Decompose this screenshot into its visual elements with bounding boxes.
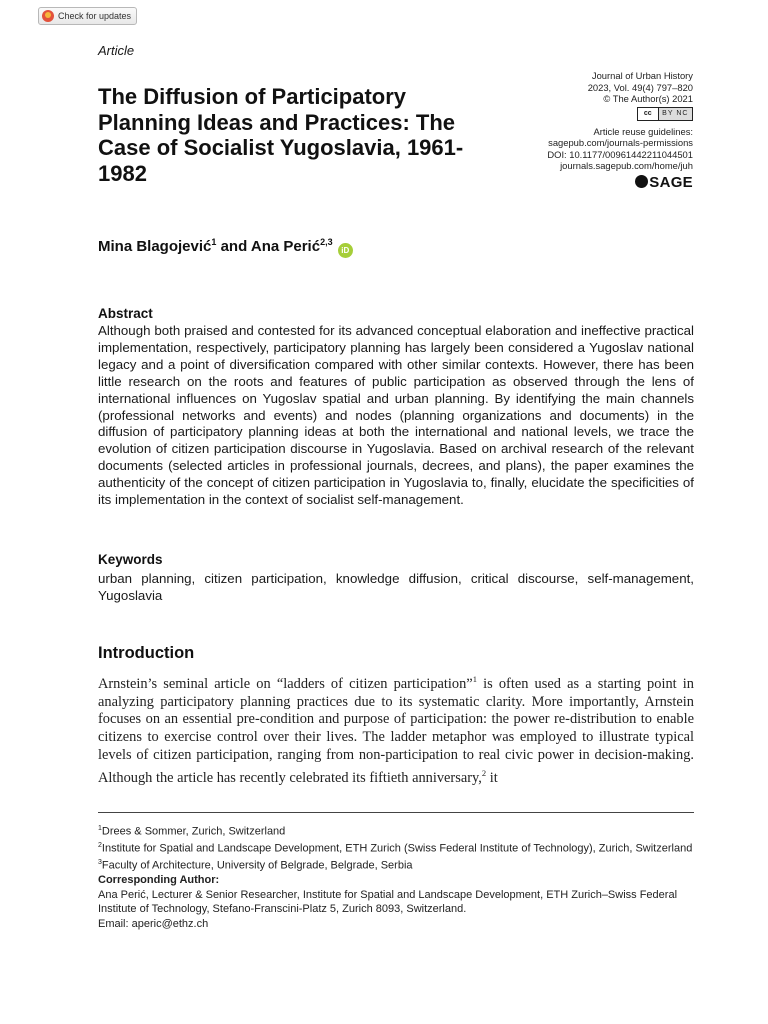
keywords-heading: Keywords xyxy=(98,552,163,567)
article-title: The Diffusion of Participatory Planning Ideas and Practices: The Case of Socialist Yugoslavia, 1961-1982 xyxy=(98,84,464,186)
doi-link[interactable]: DOI: 10.1177/00961442211044501 xyxy=(547,148,693,160)
reuse-guidelines-label: Article reuse guidelines: xyxy=(593,125,693,137)
check-for-updates-button[interactable] xyxy=(38,7,137,25)
corresponding-author-heading: Corresponding Author: xyxy=(98,874,220,886)
footnote-ref[interactable]: 2 xyxy=(481,767,487,778)
keywords-text: urban planning, citizen participation, knowledge diffusion, critical discourse, self-management, Yugoslavia xyxy=(98,571,694,603)
sage-mark-icon xyxy=(635,175,648,188)
introduction-text: Arnstein’s seminal article on “ladders of citizen participation”$^1$ is often used as a starting point in analyzing participatory planning practices due to its systematic clarity. More importantly, Arnstein focuses on an essential pre-condition and purpose of participation: the power re-distribution to enable citizens to exercise control over their lives. The ladder metaphor was employed to illustrate typical levels of citizen participation, ranging from non-participation to real civic power in decision-making. Although the article has recently celebrated its fiftieth anniversary,$^2$ it xyxy=(98,674,694,786)
author-list xyxy=(98,237,353,258)
journal-home-link[interactable]: journals.sagepub.com/home/juh xyxy=(560,160,693,171)
abstract-heading: Abstract xyxy=(98,306,153,321)
corresponding-author xyxy=(98,873,698,931)
author-name: Ana Perić xyxy=(250,238,321,255)
affiliation-item: $^1$Drees & Sommer, Zurich, Switzerland xyxy=(98,825,286,838)
crossmark-icon xyxy=(42,10,54,22)
affiliation-item: $^3$Faculty of Architecture, University of Belgrade, Belgrade, Serbia xyxy=(98,859,413,872)
author-connector: and xyxy=(220,238,248,255)
orcid-icon[interactable]: iD xyxy=(338,243,353,258)
author-name: Mina Blagojević xyxy=(98,238,212,255)
affiliation-list xyxy=(98,822,698,873)
journal-metadata xyxy=(473,70,693,191)
article-type-label: Article xyxy=(98,43,135,58)
creative-commons-by-nc-icon[interactable]: cc BY NC xyxy=(637,107,693,121)
corresponding-author-line: Institute of Technology, Stefano-Franscini-Platz 5, Zurich 8093, Switzerland. xyxy=(98,903,467,915)
corresponding-author-line: Ana Perić, Lecturer & Senior Researcher, Institute for Spatial and Landscape Development, ETH Zurich–Swiss Federal xyxy=(98,888,678,901)
copyright-line: © The Author(s) 2021 xyxy=(603,93,693,104)
journal-name: Journal of Urban History xyxy=(591,70,693,81)
footnote-divider xyxy=(98,812,694,813)
affiliation-item: $^2$Institute for Spatial and Landscape Development, ETH Zurich (Swiss Federal Institute of Technology), Zurich, Switzerland xyxy=(98,842,693,855)
footnote-ref[interactable]: 1 xyxy=(472,674,477,684)
introduction-heading: Introduction xyxy=(98,644,195,662)
sage-logo: SAGE xyxy=(473,175,693,189)
reuse-guidelines-link[interactable]: sagepub.com/journals-permissions xyxy=(548,137,693,148)
author-affiliation-ref: 2,3 xyxy=(320,237,333,247)
check-for-updates-label: Check for updates xyxy=(58,11,132,21)
corresponding-author-email[interactable]: Email: aperic@ethz.ch xyxy=(98,917,209,930)
journal-volume: 2023, Vol. 49(4) 797–820 xyxy=(587,81,693,93)
abstract-text: Although both praised and contested for its advanced conceptual elaboration and ineffective practical implementation, respectively, participatory planning has largely been considered a Yugoslav national legacy and a point of diversification compared with other similar contexts. However, there has been little research on the roots and features of public participation as observed through the lens of international influences on Yugoslav spatial and urban planning. By identifying the main channels (professional networks and events) and nodes (planning organizations and documents) in the diffusion of participatory planning ideas at both the international and national levels, we trace the evolution of citizen participation discourse in Yugoslavia. Based on archival research of the relevant documents (selected articles in professional journals, decrees, and plans), the paper examines the authenticity of the concept of citizen participation in Yugoslavia to, finally, elucidate the specificities of its implementation in the context of socialist self-management. xyxy=(98,323,694,508)
author-affiliation-ref: 1 xyxy=(211,237,217,247)
